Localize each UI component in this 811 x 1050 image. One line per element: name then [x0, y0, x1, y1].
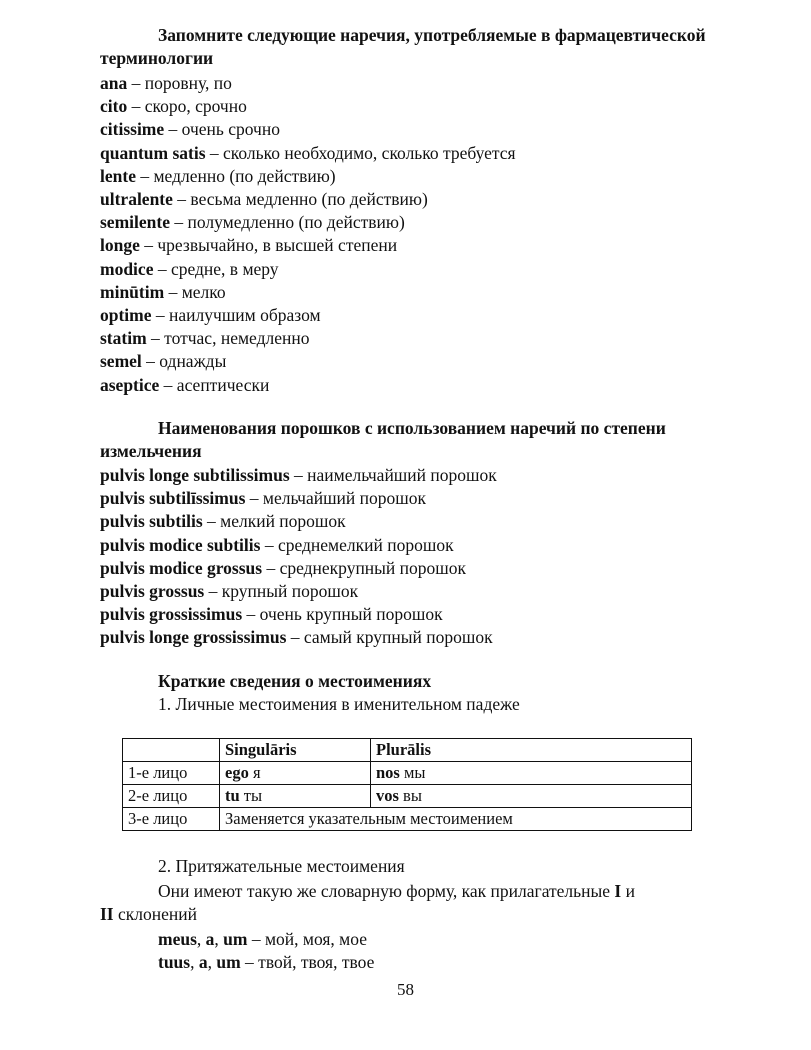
definition: – сколько необходимо, сколько требуется	[205, 142, 516, 163]
definition: – среднекрупный порошок	[262, 557, 467, 578]
term: pulvis longe grossissimus	[100, 627, 287, 648]
table-cell-singular	[220, 785, 371, 808]
list-item	[100, 580, 497, 603]
list-item	[100, 95, 516, 118]
table-cell-person: 1-е лицо	[123, 762, 220, 785]
list-item	[100, 464, 497, 487]
latin-pronoun: nos	[376, 763, 400, 782]
list-item	[100, 142, 516, 165]
list-item	[100, 327, 516, 350]
term: pulvis grossus	[100, 581, 205, 602]
powder-list	[100, 464, 497, 650]
example-item: tuus, a, um – твой, твоя, твое	[158, 952, 375, 972]
example-term: a	[198, 952, 208, 972]
section1-heading: Запомните следующие наречия, употребляемые в фармацевтической терминологии	[100, 25, 706, 68]
definition: – очень срочно	[164, 119, 280, 140]
definition: – мелкий порошок	[202, 511, 346, 532]
table-header-pluralis: Plurālis	[371, 739, 692, 762]
term: semilente	[100, 212, 170, 233]
term: semel	[100, 351, 142, 372]
list-item	[100, 188, 516, 211]
term: lente	[100, 165, 136, 186]
term: pulvis longe subtilissimus	[100, 465, 290, 485]
definition: – средне, в меру	[153, 258, 279, 279]
list-item	[100, 281, 516, 304]
term: pulvis grossissimus	[100, 604, 243, 625]
page-number: 58	[397, 980, 414, 999]
term: citissime	[100, 119, 165, 140]
declension-numeral: I	[614, 881, 622, 901]
definition: – медленно (по действию)	[135, 165, 336, 186]
definition: – асептически	[159, 374, 270, 395]
table-row	[123, 762, 692, 785]
section3-subheading: 1. Личные местоимения в именительном падеже	[158, 694, 520, 714]
list-item	[100, 165, 516, 188]
term: aseptice	[100, 374, 160, 395]
section3-heading: Краткие сведения о местоимениях	[158, 671, 432, 691]
paragraph-text: склонений	[113, 904, 197, 924]
term: longe	[100, 235, 140, 256]
definition: – скоро, срочно	[127, 96, 247, 117]
table-cell-person: 3-е лицо	[123, 808, 220, 831]
list-item	[100, 487, 497, 510]
definition: – чрезвычайно, в высшей степени	[139, 235, 398, 256]
term: quantum satis	[100, 142, 206, 163]
definition: – самый крупный порошок	[286, 627, 493, 648]
list-item	[100, 234, 516, 257]
section4-paragraph-line1	[158, 880, 635, 903]
list-item	[100, 534, 497, 557]
definition: – наимельчайший порошок	[289, 465, 497, 485]
list-item	[100, 350, 516, 373]
definition: – полумедленно (по действию)	[169, 212, 405, 233]
term: pulvis subtilīssimus	[100, 488, 246, 509]
definition: – весьма медленно (по действию)	[172, 189, 428, 210]
definition: – среднемелкий порошок	[260, 534, 454, 555]
list-item	[100, 557, 497, 580]
table-header-row	[123, 739, 692, 762]
table-row	[123, 785, 692, 808]
section2-heading: Наименования порошков с использованием наречий по степени измельчения	[100, 418, 666, 461]
definition: – наилучшим образом	[151, 305, 321, 326]
term: pulvis subtilis	[100, 511, 203, 532]
latin-pronoun: tu	[225, 786, 240, 805]
table-cell-plural	[371, 762, 692, 785]
personal-pronouns-table	[122, 738, 692, 831]
list-item	[100, 72, 516, 95]
term: pulvis modice subtilis	[100, 534, 261, 555]
definition: – крупный порошок	[204, 581, 359, 602]
list-item	[100, 211, 516, 234]
definition: – тотчас, немедленно	[146, 328, 310, 349]
definition: – мельчайший порошок	[245, 488, 427, 509]
definition: – очень крупный порошок	[242, 604, 443, 625]
russian-pronoun: я	[248, 763, 261, 782]
list-item	[100, 374, 516, 397]
term: ultralente	[100, 189, 173, 210]
paragraph-text: и	[621, 881, 635, 901]
table-cell-singular	[220, 762, 371, 785]
list-item	[100, 304, 516, 327]
example-item: meus, a, um – мой, моя, мое	[158, 929, 367, 949]
russian-pronoun: ты	[239, 786, 263, 805]
russian-pronoun: вы	[398, 786, 422, 805]
example-term: um	[216, 952, 241, 972]
example-def: – твой, твоя, твое	[240, 952, 375, 972]
term: minūtim	[100, 281, 165, 302]
list-item	[100, 626, 497, 649]
example-term: meus	[158, 929, 197, 949]
table-cell-note: Заменяется указательным местоимением	[220, 808, 692, 831]
definition: – мелко	[164, 281, 226, 302]
term: optime	[100, 305, 152, 326]
section4-paragraph-line2	[100, 903, 197, 926]
table-cell-plural	[371, 785, 692, 808]
example-term: um	[223, 929, 248, 949]
list-item	[100, 510, 497, 533]
term: statim	[100, 328, 147, 349]
list-item	[100, 118, 516, 141]
term: ana	[100, 73, 128, 93]
table-header-singularis: Singulāris	[220, 739, 371, 762]
term: pulvis modice grossus	[100, 557, 263, 578]
definition: – поровну, по	[127, 73, 232, 93]
russian-pronoun: мы	[399, 763, 426, 782]
table-row	[123, 808, 692, 831]
term: cito	[100, 96, 128, 117]
adverb-list	[100, 72, 516, 397]
declension-numeral: II	[100, 904, 114, 924]
table-cell-person: 2-е лицо	[123, 785, 220, 808]
section4-subheading: 2. Притяжательные местоимения	[158, 856, 405, 876]
paragraph-text: Они имеют такую же словарную форму, как прилагательные	[158, 881, 615, 901]
example-term: tuus	[158, 952, 191, 972]
table-header-empty	[123, 739, 220, 762]
latin-pronoun: vos	[376, 786, 399, 805]
definition: – однажды	[141, 351, 227, 372]
list-item	[100, 603, 497, 626]
term: modice	[100, 258, 154, 279]
latin-pronoun: ego	[225, 763, 249, 782]
list-item	[100, 258, 516, 281]
example-term: a	[205, 929, 215, 949]
example-def: – мой, моя, мое	[247, 929, 367, 949]
